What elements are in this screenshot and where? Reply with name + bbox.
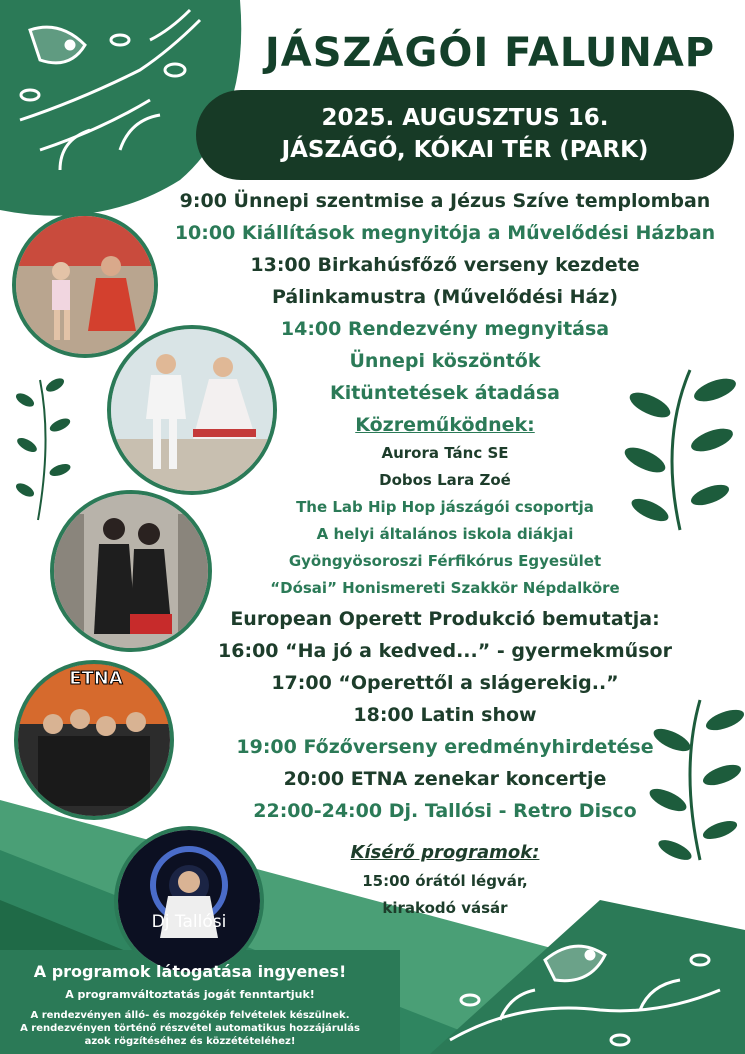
performer-item: “Dósai” Honismereti Szakkör Népdalköre xyxy=(270,579,620,597)
photo-dancing-child xyxy=(12,212,158,358)
photo-dj-art xyxy=(118,830,260,972)
program-line: European Operett Produkció bemutatja: xyxy=(230,608,660,630)
recording-notice: azok rögzítéséhez és közzétételéhez! xyxy=(84,1036,296,1047)
program-line: 18:00 Latin show xyxy=(353,704,537,726)
photo-singers xyxy=(50,490,212,652)
event-location: JÁSZÁGÓ, KÓKAI TÉR (PARK) xyxy=(281,137,649,163)
side-programs-line: 15:00 órától légvár, xyxy=(362,872,528,890)
program-line: 19:00 Főzőverseny eredményhirdetése xyxy=(236,736,654,758)
etna-label: ETNA xyxy=(69,668,123,689)
performer-item: A helyi általános iskola diákjai xyxy=(316,525,574,543)
event-date: 2025. AUGUSZTUS 16. xyxy=(321,105,609,131)
performer-item: Aurora Tánc SE xyxy=(381,444,509,462)
program-line: Kitüntetések átadása xyxy=(329,382,561,404)
program-line: Pálinkamustra (Művelődési Ház) xyxy=(271,286,619,308)
program-change-notice: A programváltoztatás jogát fenntartjuk! xyxy=(65,988,315,1001)
photo-etna-band xyxy=(14,660,174,820)
performer-item: Dobos Lara Zoé xyxy=(379,471,511,489)
photo-singers-art xyxy=(54,494,208,648)
performers-heading: Közreműködnek: xyxy=(355,414,535,436)
program-line: Ünnepi köszöntők xyxy=(349,350,541,372)
program-line: 22:00-24:00 Dj. Tallósi - Retro Disco xyxy=(253,800,637,822)
program-line: 14:00 Rendezvény megnyitása xyxy=(280,318,610,340)
left-leaf-ornament xyxy=(14,376,72,520)
photo-dj xyxy=(114,826,264,976)
event-title: JÁSZÁGÓI FALUNAP xyxy=(264,30,716,76)
program-line: 9:00 Ünnepi szentmise a Jézus Szíve templomban xyxy=(179,190,711,212)
side-programs-heading: Kísérő programok: xyxy=(350,842,540,863)
photo-folk-dancers xyxy=(107,325,277,495)
photo-folk-dancers-art xyxy=(111,329,273,491)
program-line: 20:00 ETNA zenekar koncertje xyxy=(283,768,607,790)
program-line: 16:00 “Ha jó a kedved...” - gyermekműsor xyxy=(218,640,672,662)
dj-label: Dj Tallósi xyxy=(151,912,227,932)
program-line: 17:00 “Operettől a slágerekig..” xyxy=(271,672,619,694)
program-line: 13:00 Birkahúsfőző verseny kezdete xyxy=(250,254,640,276)
photo-dancing-child-art xyxy=(16,216,154,354)
performer-item: The Lab Hip Hop jászágói csoportja xyxy=(296,498,594,516)
program-line: 10:00 Kiállítások megnyitója a Művelődési Házban xyxy=(174,222,716,244)
date-location-banner xyxy=(196,90,734,180)
free-entry-text: A programok látogatása ingyenes! xyxy=(33,962,347,981)
side-programs-line: kirakodó vásár xyxy=(382,899,508,917)
recording-notice: A rendezvényen történő részvétel automatikus hozzájárulás xyxy=(20,1023,360,1034)
recording-notice: A rendezvényen álló- és mozgókép felvételek készülnek. xyxy=(30,1010,350,1021)
performer-item: Gyöngyösoroszi Férfikórus Egyesület xyxy=(288,552,602,570)
